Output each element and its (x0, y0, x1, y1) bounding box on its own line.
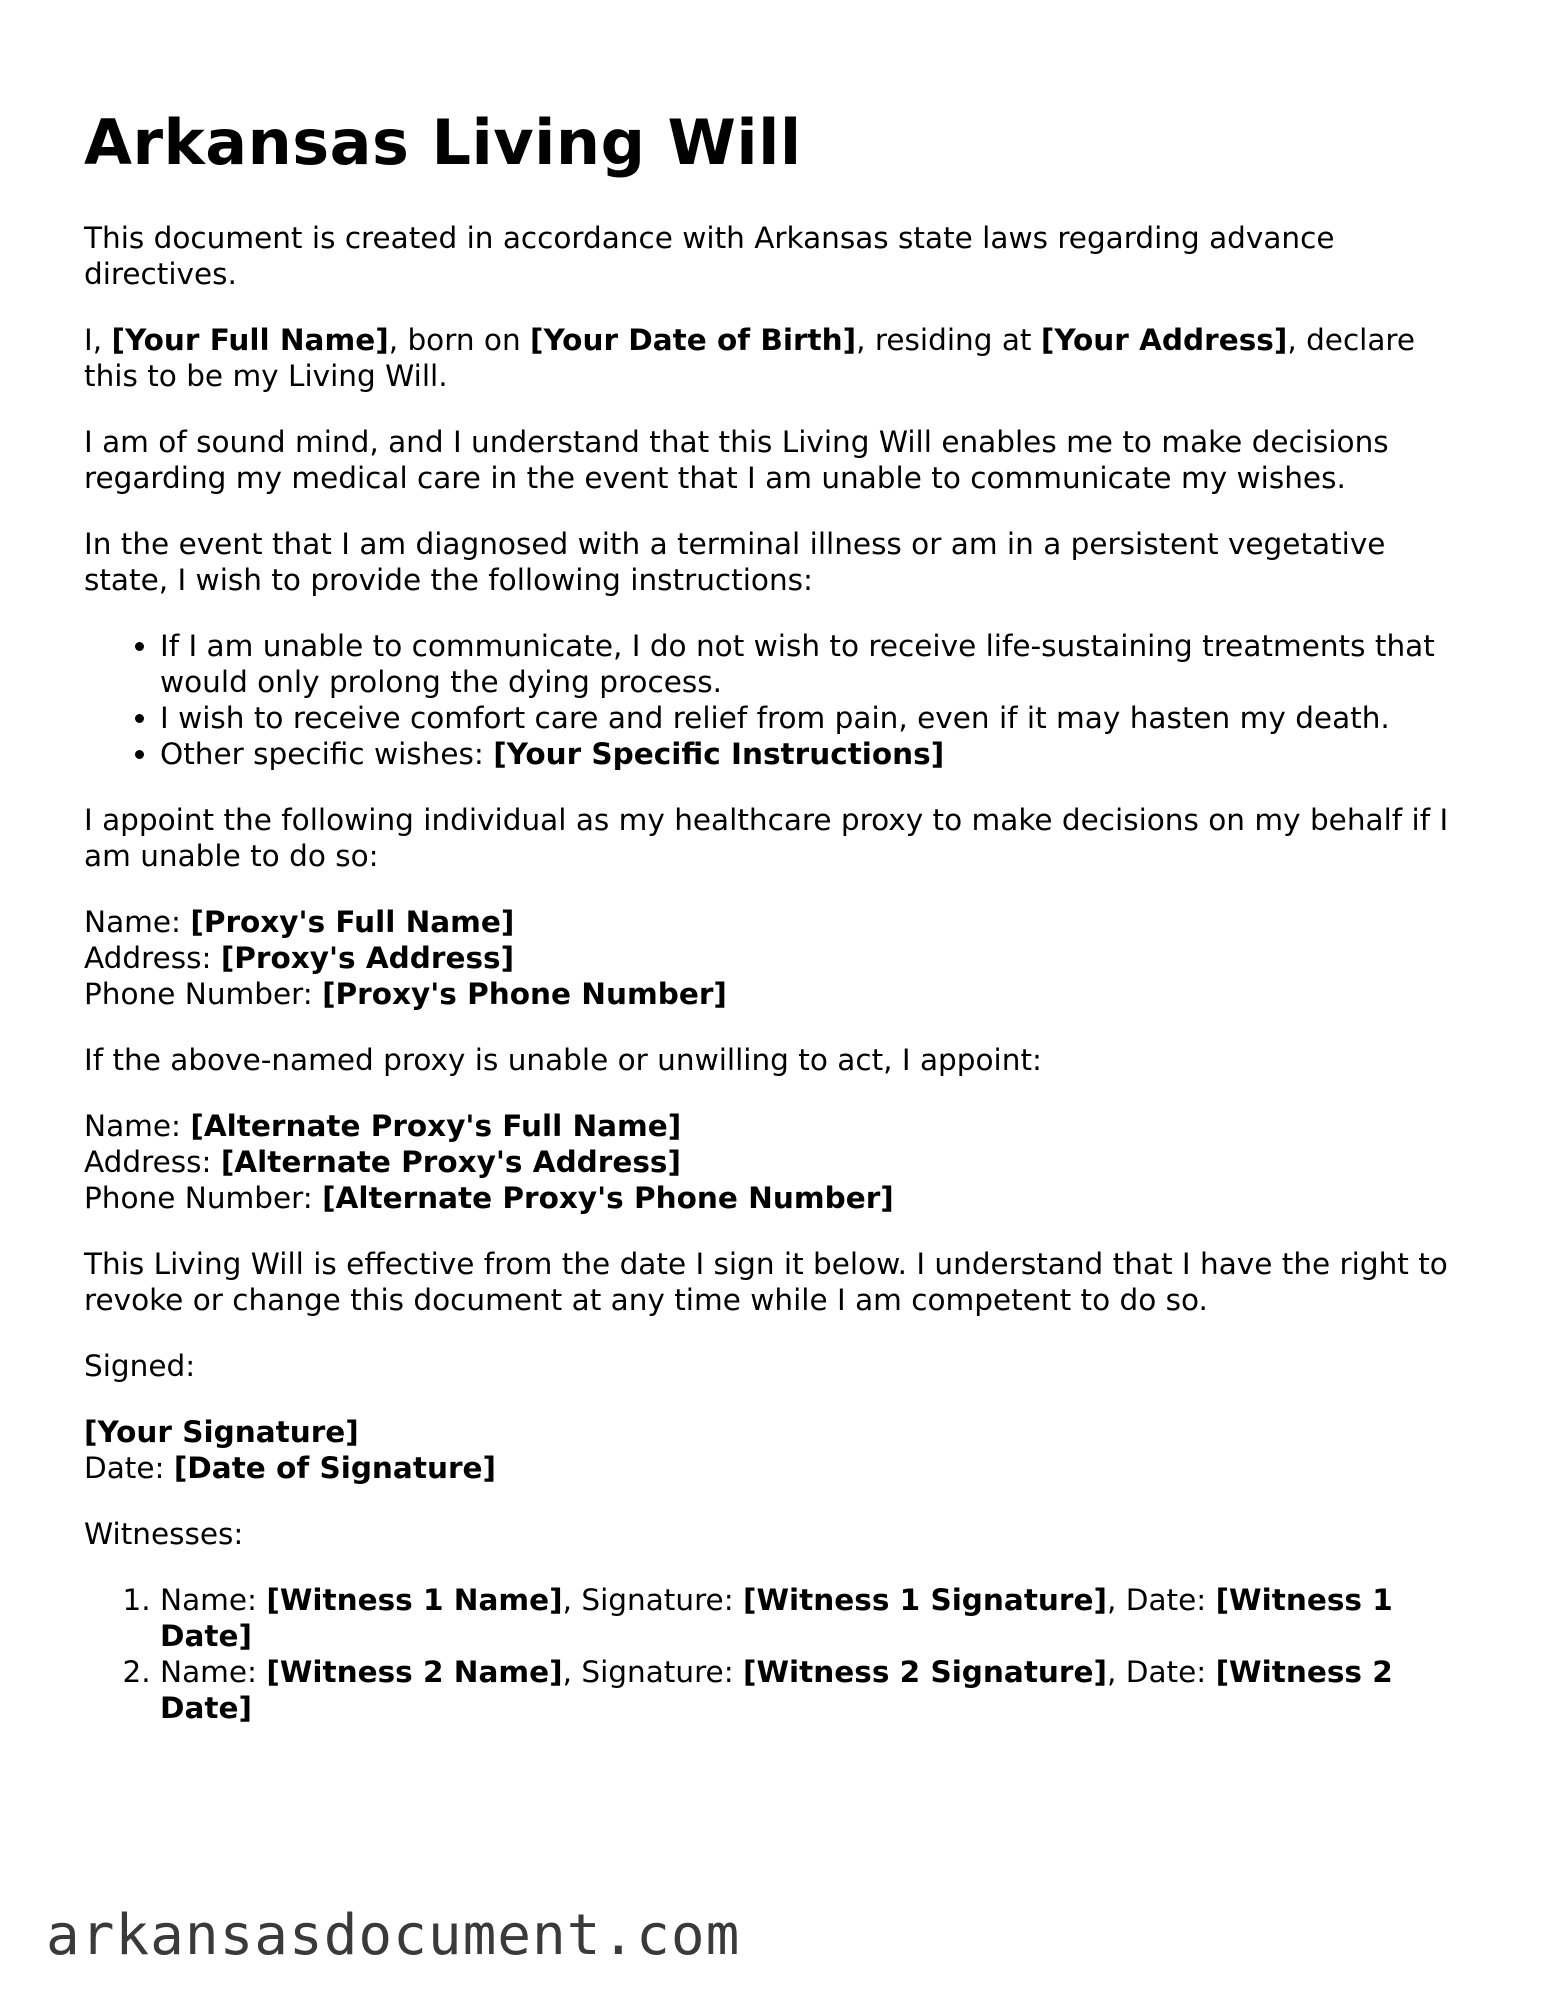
alternate-phone-label: Phone Number: (84, 1181, 323, 1215)
alternate-address-placeholder: [Alternate Proxy's Address] (220, 1145, 681, 1179)
witness-name-label: Name: (160, 1583, 267, 1617)
alternate-intro-paragraph: If the above-named proxy is unable or unwilling to act, I appoint: (84, 1043, 1042, 1077)
witness-date-placeholder: [Witness 2 Date] (160, 1655, 1393, 1725)
witness-name-label: Name: (160, 1655, 267, 1689)
alternate-phone-placeholder: [Alternate Proxy's Phone Number] (322, 1181, 894, 1215)
witness-signature-label: , Signature: (562, 1583, 744, 1617)
signature-date-line (84, 1450, 1474, 1486)
proxy-name-line (84, 904, 1474, 940)
intro-paragraph: This document is created in accordance with Arkansas state laws regarding advance directives. (84, 221, 1335, 291)
signature-block (84, 1414, 1474, 1486)
proxy-phone-placeholder: [Proxy's Phone Number] (322, 977, 727, 1011)
instruction-item: • I wish to receive comfort care and relief from pain, even if it may hasten my death. (160, 700, 1474, 736)
proxy-details (84, 904, 1474, 1012)
proxy-name-placeholder: [Proxy's Full Name] (190, 905, 515, 939)
declaration-residing-text: , residing at (856, 323, 1041, 357)
instructions-intro-paragraph: In the event that I am diagnosed with a terminal illness or am in a persistent vegetative state, I wish to provide the following instructions: (84, 527, 1386, 597)
declaration-paragraph (84, 322, 1474, 394)
signature-placeholder: [Your Signature] (84, 1415, 359, 1449)
document-page (84, 0, 1474, 1726)
proxy-intro-paragraph: I appoint the following individual as my healthcare proxy to make decisions on my behalf if I am unable to do so: (84, 803, 1449, 873)
witness-date-label: , Date: (1106, 1583, 1216, 1617)
alternate-name-line (84, 1108, 1474, 1144)
proxy-phone-line (84, 976, 1474, 1012)
dob-placeholder: [Your Date of Birth] (530, 323, 857, 357)
alternate-proxy-details (84, 1108, 1474, 1216)
instruction-item: • If I am unable to communicate, I do not wish to receive life-sustaining treatments that would only prolong the dying process. (160, 628, 1474, 700)
proxy-name-label: Name: (84, 905, 191, 939)
witness-date-label: , Date: (1106, 1655, 1216, 1689)
proxy-address-label: Address: (84, 941, 221, 975)
proxy-address-placeholder: [Proxy's Address] (220, 941, 515, 975)
declaration-born-text: , born on (388, 323, 531, 357)
witness-name-placeholder: [Witness 1 Name] (266, 1583, 563, 1617)
declaration-suffix: , declare this to be my Living Will. (84, 323, 1416, 393)
full-name-placeholder: [Your Full Name] (111, 323, 389, 357)
witness-signature-placeholder: [Witness 1 Signature] (743, 1583, 1107, 1617)
witness-item (160, 1654, 1474, 1726)
signature-date-label: Date: (84, 1451, 174, 1485)
address-placeholder: [Your Address] (1040, 323, 1288, 357)
alternate-phone-line (84, 1180, 1474, 1216)
instruction-item-other (160, 736, 1474, 772)
proxy-phone-label: Phone Number: (84, 977, 323, 1011)
witness-signature-placeholder: [Witness 2 Signature] (743, 1655, 1107, 1689)
witness-signature-label: , Signature: (562, 1655, 744, 1689)
alternate-address-line (84, 1144, 1474, 1180)
signed-label: Signed: (84, 1349, 196, 1383)
witness-date-placeholder: [Witness 1 Date] (160, 1583, 1393, 1653)
other-wishes-placeholder: [Your Specific Instructions] (493, 737, 945, 771)
instructions-list (84, 628, 1474, 772)
signature-date-placeholder: [Date of Signature] (173, 1451, 496, 1485)
site-watermark: arkansasdocument.com (46, 1903, 741, 1968)
proxy-address-line (84, 940, 1474, 976)
other-wishes-label: Other specific wishes: (160, 737, 494, 771)
declaration-prefix: I, (84, 323, 112, 357)
witnesses-label: Witnesses: (84, 1517, 244, 1551)
alternate-name-label: Name: (84, 1109, 191, 1143)
witness-name-placeholder: [Witness 2 Name] (266, 1655, 563, 1689)
effective-paragraph: This Living Will is effective from the date I sign it below. I understand that I have the right to revoke or change this document at any time while I am competent to do so. (84, 1247, 1448, 1317)
alternate-address-label: Address: (84, 1145, 221, 1179)
witness-item (160, 1582, 1474, 1654)
alternate-name-placeholder: [Alternate Proxy's Full Name] (190, 1109, 682, 1143)
sound-mind-paragraph: I am of sound mind, and I understand that this Living Will enables me to make decisions regarding my medical care in the event that I am unable to communicate my wishes. (84, 425, 1389, 495)
page-title: Arkansas Living Will (84, 106, 802, 179)
witnesses-list (84, 1582, 1474, 1726)
